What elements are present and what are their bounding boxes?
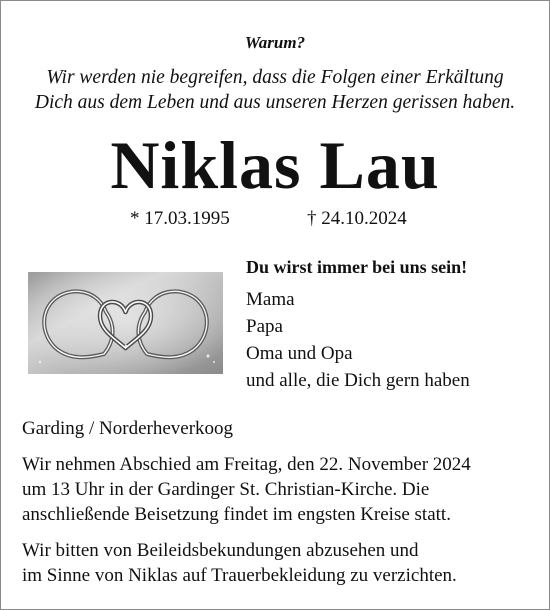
mourner-name: Oma und Opa: [246, 343, 353, 364]
motto: Du wirst immer bei uns sein!: [246, 257, 468, 277]
death-date: † 24.10.2024: [307, 208, 407, 229]
mourner-name: Papa: [246, 316, 283, 337]
funeral-line-2: um 13 Uhr in der Gardinger St. Christian-Kirche. Die: [22, 479, 430, 500]
mourner-name: Mama: [246, 289, 295, 310]
birth-date: * 17.03.1995: [130, 208, 230, 229]
place-name: Garding / Norderheverkoog: [22, 418, 234, 439]
request-line-2: im Sinne von Niklas auf Trauerbekleidung zu verzichten.: [22, 565, 457, 586]
deceased-name: Niklas Lau: [110, 127, 440, 203]
funeral-line-3: anschließende Beisetzung findet im engsten Kreise statt.: [22, 504, 451, 525]
three-linked-hearts-icon: [28, 272, 223, 374]
header-question: Warum?: [244, 33, 306, 52]
quote-line-2: Dich aus dem Leben und aus unseren Herzen gerissen haben.: [34, 92, 516, 113]
request-line-1: Wir bitten von Beileidsbekundungen abzusehen und: [22, 540, 419, 561]
funeral-line-1: Wir nehmen Abschied am Freitag, den 22. November 2024: [22, 454, 471, 475]
mourner-name: und alle, die Dich gern haben: [246, 370, 470, 391]
quote-line-1: Wir werden nie begreifen, dass die Folgen einer Erkältung: [46, 67, 504, 88]
